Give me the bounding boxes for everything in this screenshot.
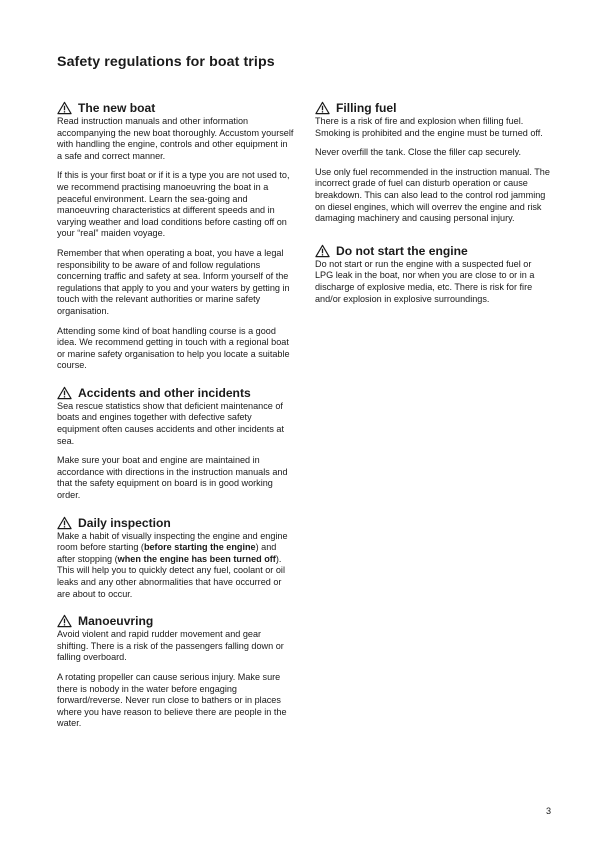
- section-heading-text: Filling fuel: [336, 101, 397, 115]
- paragraph: There is a risk of fire and explosion when filling fuel. Smoking is prohibited and the engine must be turned off.: [315, 116, 543, 138]
- warning-triangle-icon: [57, 516, 72, 530]
- section-daily-inspection: [57, 515, 294, 601]
- page-title: Safety regulations for boat trips: [57, 54, 275, 70]
- warning-triangle-icon: [57, 101, 72, 115]
- section-heading: [57, 613, 294, 629]
- paragraph: Make sure your boat and engine are maintained in accordance with directions in the instruction manuals and that the safety equipment on board is in good working order.: [57, 455, 288, 501]
- section-accidents: [57, 385, 294, 502]
- paragraph: Sea rescue statistics show that deficient maintenance of boats and engines together with defective safety equipment often causes accidents and other incidents at sea.: [57, 400, 284, 446]
- text-run: Make a habit of visually inspecting the engine and engine room before starting (: [57, 530, 288, 553]
- section-manoeuvring: [57, 613, 294, 730]
- bold-text: before starting the engine: [143, 542, 256, 553]
- section-heading: [315, 100, 552, 116]
- paragraph: Remember that when operating a boat, you have a legal responsibility to be aware of and follow regulations concerning traffic and safety at sea. Inform yourself of the regulations that apply to you and your waters by getting in touch with the relevant authorities or marine safety organisation.: [57, 247, 290, 316]
- section-heading: [57, 100, 294, 116]
- section-heading-text: Accidents and other incidents: [78, 385, 251, 400]
- right-column: [315, 100, 552, 318]
- paragraph: [57, 531, 294, 601]
- paragraph: If this is your first boat or if it is a type you are not used to, we recommend practising manoeuvring the boat in a peaceful environment. Learn the sea-going and manoeuvring characteristics at different speeds and in varying weather and load conditions before casting off on your “real” maiden voyage.: [57, 170, 290, 239]
- section-filling-fuel: [315, 100, 552, 225]
- text-run: ) and after stopping (: [57, 542, 277, 564]
- bold-text: when the engine has been turned off: [117, 553, 276, 564]
- section-heading-text: Manoeuvring: [78, 614, 154, 629]
- paragraph: Attending some kind of boat handling course is a good idea. We recommend getting in touch with a regional boat or marine safety organisation to help you locate a suitable course.: [57, 325, 290, 371]
- section-heading: [57, 385, 294, 401]
- paragraph: Use only fuel recommended in the instruction manual. The incorrect grade of fuel can disturb operation or cause breakdown. This can also lead to the control rod jamming on diesel engines, which will overrev the engine and risk damaging machinery and causing personal injury.: [315, 166, 550, 224]
- section-do-not-start: [315, 243, 552, 305]
- warning-triangle-icon: [315, 101, 330, 115]
- warning-triangle-icon: [57, 614, 72, 628]
- paragraph: Never overfill the tank. Close the filler cap securely.: [315, 147, 522, 158]
- section-heading-text: Do not start the engine: [336, 243, 468, 258]
- page-number: 3: [546, 806, 552, 816]
- section-heading: [57, 515, 294, 531]
- section-heading: [315, 243, 552, 259]
- paragraph: Do not start or run the engine with a suspected fuel or LPG leak in the boat, nor when you are close to or in a discharge of explosive media, etc. There is risk for fire and/or explosion in explosive surroundings.: [315, 258, 535, 304]
- text-run: ). This will help you to quickly detect any fuel, coolant or oil leaks and any other abnormalities that have occurred or are about to occur.: [57, 553, 285, 599]
- paragraph: Avoid violent and rapid rudder movement and gear shifting. There is a risk of the passengers falling down or falling overboard.: [57, 629, 284, 663]
- paragraph: A rotating propeller can cause serious injury. Make sure there is nobody in the water before engaging forward/reverse. Never run close to bathers or in places where you have reason to believe there are people in the water.: [57, 671, 287, 729]
- section-new-boat: [57, 100, 294, 372]
- warning-triangle-icon: [315, 244, 330, 258]
- left-column: [57, 100, 294, 743]
- warning-triangle-icon: [57, 386, 72, 400]
- section-heading-text: The new boat: [78, 101, 156, 115]
- paragraph: Read instruction manuals and other information accompanying the new boat thoroughly. Accustom yourself with handling the engine, controls and other equipment in a safe and correct manner.: [57, 116, 294, 161]
- section-heading-text: Daily inspection: [78, 515, 171, 530]
